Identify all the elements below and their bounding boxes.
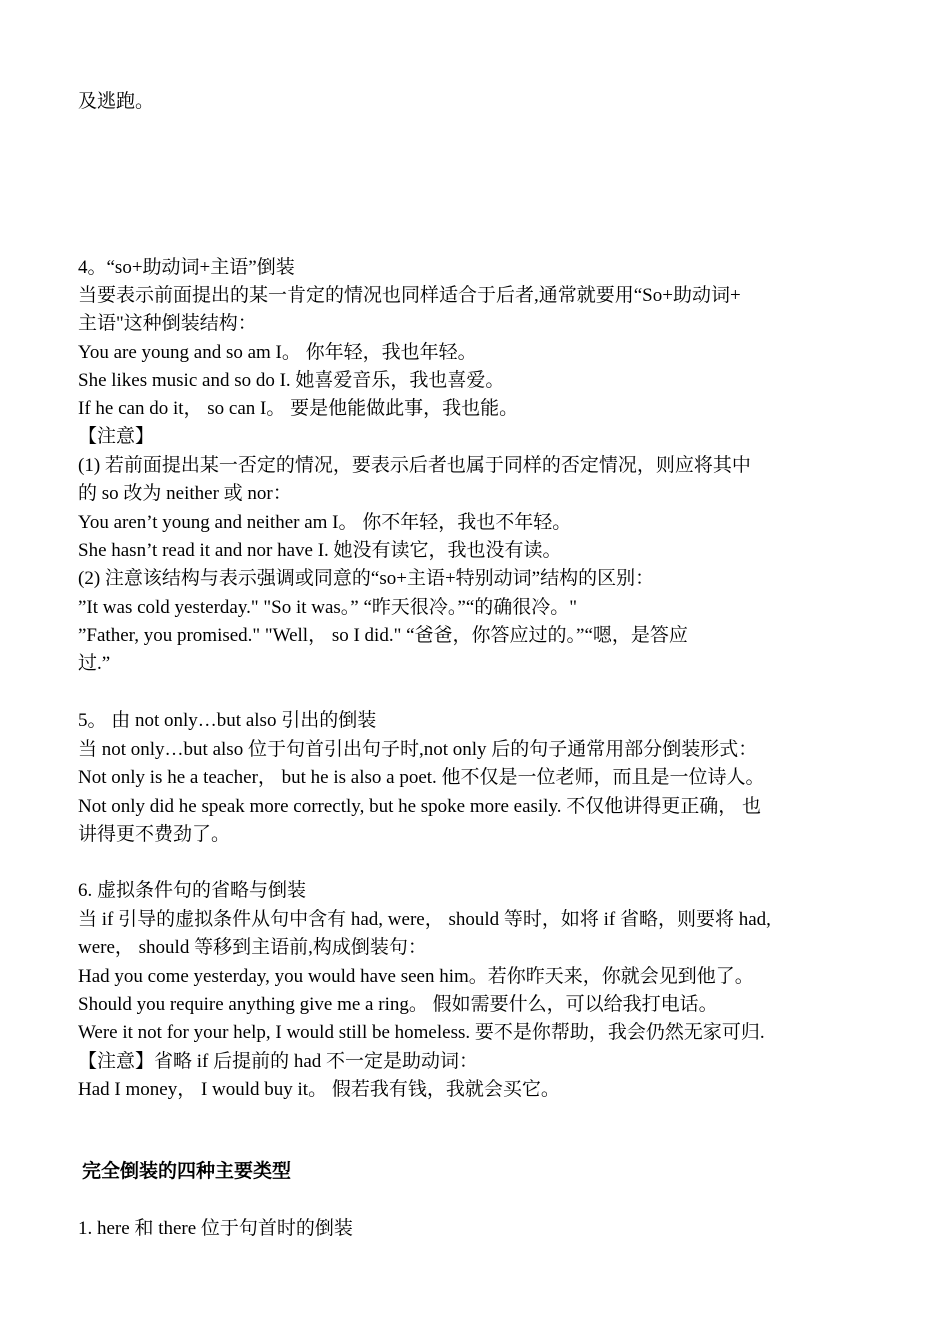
text-line: 当要表示前面提出的某一肯定的情况也同样适合于后者,通常就要用“So+助动词+ [78,285,741,306]
example-sentence: She likes music and so do I. 她喜爱音乐，我也喜爱。 [78,370,505,391]
section-heading: 6. 虚拟条件句的省略与倒装 [78,880,307,901]
example-sentence: Had I money， I would buy it。 假若我有钱，我就会买它。 [78,1079,560,1100]
example-sentence: Were it not for your help, I would still be homeless. 要不是你帮助，我会仍然无家可归. [78,1022,765,1043]
example-sentence: Had you come yesterday, you would have seen him。若你昨天来，你就会见到他了。 [78,966,754,987]
section-heading: 4。“so+助动词+主语”倒装 [78,257,295,278]
note-label: 【注意】 [78,426,155,447]
example-sentence: ”Father, you promised." "Well， so I did." “爸爸，你答应过的。”“嗯，是答应 [78,625,688,646]
example-sentence: ”It was cold yesterday." "So it was。” “昨天很冷。”“的确很冷。" [78,597,578,618]
text-line: (2) 注意该结构与表示强调或同意的“so+主语+特别动词”结构的区别： [78,568,655,589]
example-sentence: You are young and so am I。 你年轻，我也年轻。 [78,342,477,363]
text-line: 当 if 引导的虚拟条件从句中含有 had, were， should 等时，如将 if 省略，则要将 had, [78,909,771,930]
main-heading: 完全倒装的四种主要类型 [82,1161,292,1182]
text-line: 当 not only…but also 位于句首引出句子时,not only 后的句子通常用部分倒装形式： [78,739,758,760]
text-line: 主语"这种倒装结构： [78,313,257,334]
section-heading: 5。 由 not only…but also 引出的倒装 [78,710,377,731]
example-sentence: She hasn’t read it and nor have I. 她没有读它，我也没有读。 [78,540,562,561]
text-line: were， should 等移到主语前,构成倒装句： [78,937,427,958]
text-line: 过.” [78,653,111,674]
example-sentence: Should you require anything give me a ring。 假如需要什么，可以给我打电话。 [78,994,718,1015]
text-line: (1) 若前面提出某一否定的情况，要表示后者也属于同样的否定情况，则应将其中 [78,455,751,476]
example-sentence: Not only did he speak more correctly, but he spoke more easily. 不仅他讲得更正确， 也 [78,796,761,817]
text-line: 的 so 改为 neither 或 nor： [78,483,292,504]
section-heading: 1. here 和 there 位于句首时的倒装 [78,1218,353,1239]
example-sentence: You aren’t young and neither am I。 你不年轻，我也不年轻。 [78,512,572,533]
example-sentence: If he can do it， so can I。 要是他能做此事，我也能。 [78,398,519,419]
text-line: 讲得更不费劲了。 [78,824,231,845]
text-line: 及逃跑。 [78,91,155,112]
example-sentence: Not only is he a teacher， but he is also a poet. 他不仅是一位老师，而且是一位诗人。 [78,767,765,788]
note-label: 【注意】省略 if 后提前的 had 不一定是助动词： [78,1051,479,1072]
